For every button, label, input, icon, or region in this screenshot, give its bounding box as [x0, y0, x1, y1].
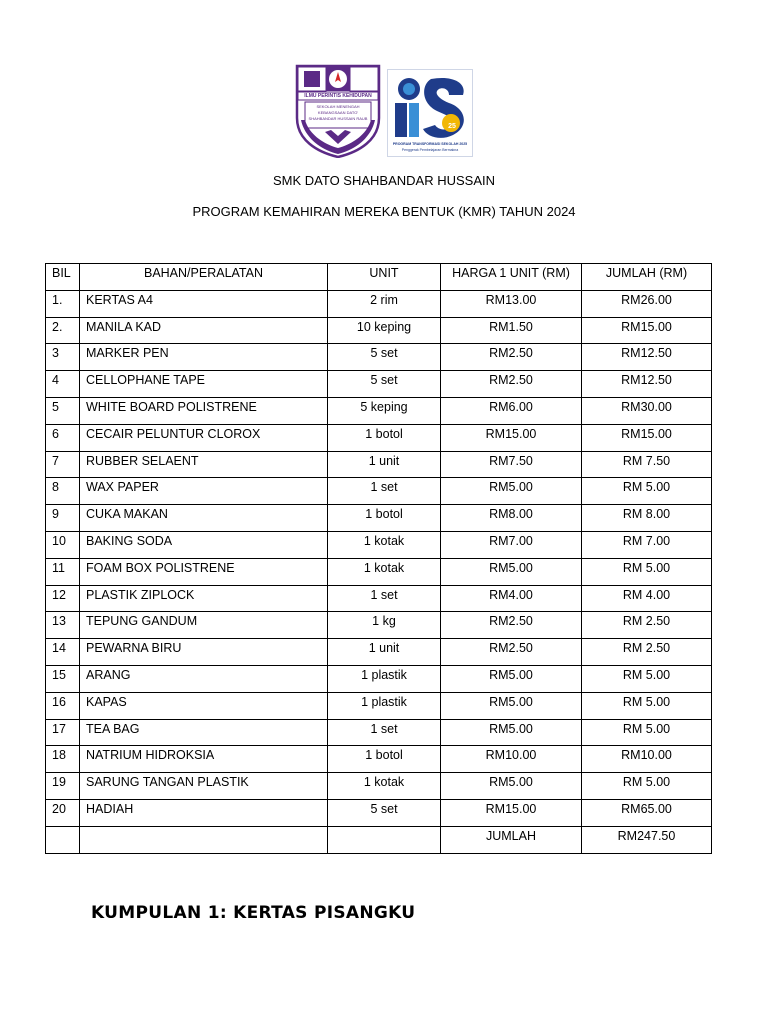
table-row: [46, 799, 712, 826]
cell-unit: 10 keping: [328, 317, 441, 344]
table-row: [46, 639, 712, 666]
table-row: [46, 478, 712, 505]
cell-jumlah: RM12.50: [582, 371, 712, 398]
cell-bahan-peralatan: TEPUNG GANDUM: [80, 612, 328, 639]
cell-bil: 18: [46, 746, 80, 773]
table-row: [46, 344, 712, 371]
cell-unit: 1 botol: [328, 505, 441, 532]
cell-harga-1-unit: RM2.50: [441, 371, 582, 398]
cell-jumlah: RM 4.00: [582, 585, 712, 612]
cell-bahan-peralatan: HADIAH: [80, 799, 328, 826]
cell-harga-1-unit: RM2.50: [441, 344, 582, 371]
ts25-program-logo: [387, 69, 473, 157]
cell-harga-1-unit: RM13.00: [441, 290, 582, 317]
school-crest-motto: ILMU PERINTIS KEHIDUPAN: [304, 93, 372, 99]
total-empty-cell: [46, 826, 80, 853]
cell-bahan-peralatan: NATRIUM HIDROKSIA: [80, 746, 328, 773]
school-crest-logo: [295, 64, 381, 158]
cell-jumlah: RM15.00: [582, 317, 712, 344]
header-harga-1-unit: HARGA 1 UNIT (RM): [441, 264, 582, 291]
cell-harga-1-unit: RM7.00: [441, 531, 582, 558]
cell-unit: 5 set: [328, 371, 441, 398]
school-crest-line-1: SEKOLAH MENENGAH: [316, 104, 360, 109]
table-row: [46, 424, 712, 451]
cell-jumlah: RM15.00: [582, 424, 712, 451]
cell-unit: 1 botol: [328, 424, 441, 451]
cell-jumlah: RM 7.00: [582, 531, 712, 558]
cell-jumlah: RM10.00: [582, 746, 712, 773]
cell-bahan-peralatan: RUBBER SELAENT: [80, 451, 328, 478]
cell-bil: 19: [46, 773, 80, 800]
cell-bil: 16: [46, 692, 80, 719]
cell-jumlah: RM 2.50: [582, 639, 712, 666]
cell-jumlah: RM 5.00: [582, 719, 712, 746]
cell-bahan-peralatan: SARUNG TANGAN PLASTIK: [80, 773, 328, 800]
cell-unit: 1 set: [328, 585, 441, 612]
cell-bil: 5: [46, 397, 80, 424]
cell-unit: 5 set: [328, 799, 441, 826]
cell-harga-1-unit: RM2.50: [441, 612, 582, 639]
table-row: [46, 665, 712, 692]
cell-bil: 7: [46, 451, 80, 478]
cell-bil: 12: [46, 585, 80, 612]
cell-harga-1-unit: RM15.00: [441, 799, 582, 826]
table-row: [46, 719, 712, 746]
cell-jumlah: RM 5.00: [582, 692, 712, 719]
cell-jumlah: RM 5.00: [582, 773, 712, 800]
cell-bil: 20: [46, 799, 80, 826]
cell-unit: 1 kotak: [328, 773, 441, 800]
cell-harga-1-unit: RM4.00: [441, 585, 582, 612]
cell-jumlah: RM65.00: [582, 799, 712, 826]
cell-unit: 1 unit: [328, 639, 441, 666]
cell-unit: 5 set: [328, 344, 441, 371]
cell-bil: 3: [46, 344, 80, 371]
cell-jumlah: RM 7.50: [582, 451, 712, 478]
cell-bahan-peralatan: KERTAS A4: [80, 290, 328, 317]
total-label: JUMLAH: [441, 826, 582, 853]
table-row: [46, 531, 712, 558]
cell-bahan-peralatan: BAKING SODA: [80, 531, 328, 558]
table-row: [46, 371, 712, 398]
table-row: [46, 585, 712, 612]
cell-unit: 1 unit: [328, 451, 441, 478]
cell-jumlah: RM 5.00: [582, 665, 712, 692]
materials-table: [45, 263, 712, 854]
cell-bil: 8: [46, 478, 80, 505]
cell-bahan-peralatan: PLASTIK ZIPLOCK: [80, 585, 328, 612]
cell-jumlah: RM 8.00: [582, 505, 712, 532]
group-title: KUMPULAN 1: KERTAS PISANGKU: [91, 903, 416, 923]
cell-unit: 1 kg: [328, 612, 441, 639]
school-crest-line-2: KEBANGSAAN DATO': [317, 110, 359, 115]
cell-harga-1-unit: RM15.00: [441, 424, 582, 451]
cell-bahan-peralatan: FOAM BOX POLISTRENE: [80, 558, 328, 585]
header-bil: BIL: [46, 264, 80, 291]
cell-bil: 10: [46, 531, 80, 558]
table-row: [46, 612, 712, 639]
table-row: [46, 773, 712, 800]
header-jumlah: JUMLAH (RM): [582, 264, 712, 291]
cell-bahan-peralatan: WHITE BOARD POLISTRENE: [80, 397, 328, 424]
cell-harga-1-unit: RM5.00: [441, 665, 582, 692]
cell-harga-1-unit: RM10.00: [441, 746, 582, 773]
cell-bahan-peralatan: CELLOPHANE TAPE: [80, 371, 328, 398]
cell-harga-1-unit: RM5.00: [441, 773, 582, 800]
program-name-heading: PROGRAM KEMAHIRAN MEREKA BENTUK (KMR) TAHUN 2024: [192, 204, 576, 219]
cell-harga-1-unit: RM5.00: [441, 478, 582, 505]
cell-bil: 14: [46, 639, 80, 666]
cell-jumlah: RM12.50: [582, 344, 712, 371]
cell-harga-1-unit: RM2.50: [441, 639, 582, 666]
table-row: [46, 746, 712, 773]
cell-bil: 11: [46, 558, 80, 585]
cell-bil: 15: [46, 665, 80, 692]
table-row: [46, 692, 712, 719]
total-value: RM247.50: [582, 826, 712, 853]
cell-bil: 17: [46, 719, 80, 746]
cell-unit: 1 botol: [328, 746, 441, 773]
cell-unit: 2 rim: [328, 290, 441, 317]
cell-jumlah: RM26.00: [582, 290, 712, 317]
cell-bahan-peralatan: KAPAS: [80, 692, 328, 719]
cell-unit: 1 set: [328, 478, 441, 505]
header-bahan-peralatan: BAHAN/PERALATAN: [80, 264, 328, 291]
cell-harga-1-unit: RM8.00: [441, 505, 582, 532]
cell-harga-1-unit: RM1.50: [441, 317, 582, 344]
ts25-badge: 25: [448, 123, 456, 130]
cell-harga-1-unit: RM5.00: [441, 719, 582, 746]
cell-jumlah: RM 5.00: [582, 558, 712, 585]
cell-unit: 1 kotak: [328, 531, 441, 558]
cell-bahan-peralatan: MARKER PEN: [80, 344, 328, 371]
table-row: [46, 451, 712, 478]
cell-bil: 9: [46, 505, 80, 532]
cell-bahan-peralatan: PEWARNA BIRU: [80, 639, 328, 666]
table-total-row: [46, 826, 712, 853]
cell-bahan-peralatan: MANILA KAD: [80, 317, 328, 344]
cell-jumlah: RM 2.50: [582, 612, 712, 639]
cell-jumlah: RM30.00: [582, 397, 712, 424]
cell-unit: 5 keping: [328, 397, 441, 424]
cell-bahan-peralatan: CECAIR PELUNTUR CLOROX: [80, 424, 328, 451]
cell-unit: 1 plastik: [328, 665, 441, 692]
cell-bahan-peralatan: TEA BAG: [80, 719, 328, 746]
table-row: [46, 397, 712, 424]
header-unit: UNIT: [328, 264, 441, 291]
cell-harga-1-unit: RM5.00: [441, 692, 582, 719]
total-empty-cell: [328, 826, 441, 853]
ts25-caption-2: Penggerak Pembelajaran Bermakna: [401, 148, 459, 152]
table-row: [46, 317, 712, 344]
cell-jumlah: RM 5.00: [582, 478, 712, 505]
cell-bahan-peralatan: CUKA MAKAN: [80, 505, 328, 532]
cell-unit: 1 plastik: [328, 692, 441, 719]
school-name-heading: SMK DATO SHAHBANDAR HUSSAIN: [272, 173, 495, 188]
table-row: [46, 558, 712, 585]
cell-bil: 4: [46, 371, 80, 398]
cell-harga-1-unit: RM7.50: [441, 451, 582, 478]
header-logos: [295, 64, 475, 160]
cell-unit: 1 set: [328, 719, 441, 746]
cell-bil: 2.: [46, 317, 80, 344]
ts25-caption-1: PROGRAM TRANSFORMASI SEKOLAH 2025: [392, 142, 468, 146]
table-header-row: [46, 264, 712, 291]
total-empty-cell: [80, 826, 328, 853]
cell-bil: 1.: [46, 290, 80, 317]
table-row: [46, 290, 712, 317]
cell-harga-1-unit: RM5.00: [441, 558, 582, 585]
cell-unit: 1 kotak: [328, 558, 441, 585]
cell-bahan-peralatan: WAX PAPER: [80, 478, 328, 505]
cell-harga-1-unit: RM6.00: [441, 397, 582, 424]
cell-bahan-peralatan: ARANG: [80, 665, 328, 692]
cell-bil: 13: [46, 612, 80, 639]
school-crest-line-3: SHAHBANDAR HUSSAIN RAUB: [308, 116, 368, 121]
table-row: [46, 505, 712, 532]
cell-bil: 6: [46, 424, 80, 451]
